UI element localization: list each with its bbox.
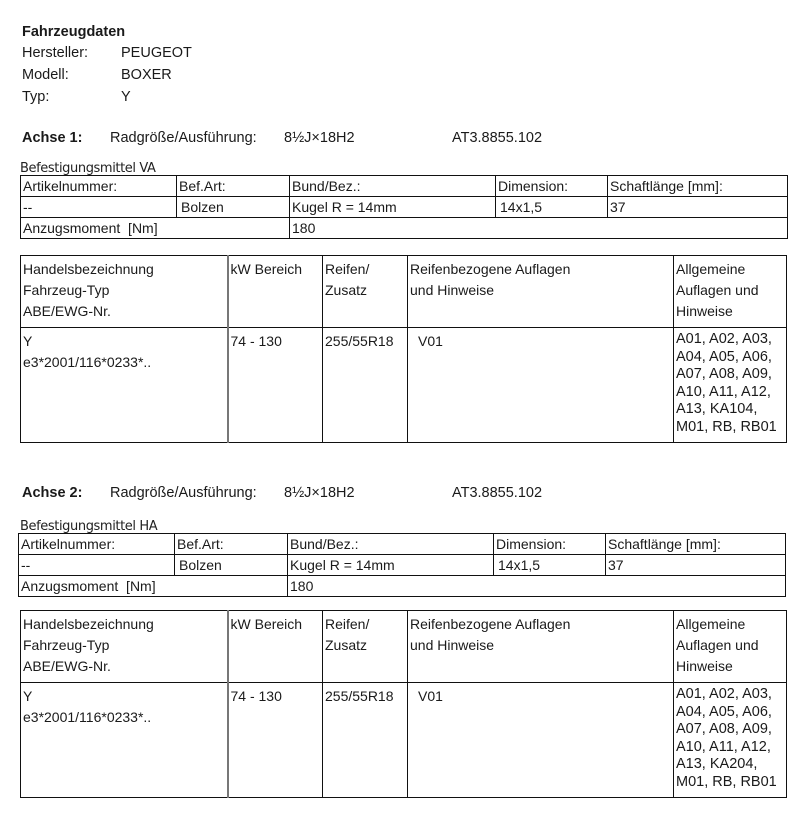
approval-number: AT3.8855.102 — [452, 130, 543, 146]
axle-label: Achse 2: — [22, 485, 83, 501]
wheel-size-value: 8½J×18H2 — [284, 485, 355, 501]
torque-value: 180 — [288, 576, 786, 597]
spec-header-row — [21, 611, 787, 683]
note-codes: A01, A02, A03, — [676, 331, 772, 347]
note-codes: A04, A05, A06, — [676, 703, 772, 720]
header-vehicle-type: Fahrzeug-Typ — [23, 282, 110, 298]
header-trade-name: Handelsbezeichnung — [23, 261, 154, 277]
header-vehicle-type: Fahrzeug-Typ — [23, 637, 110, 653]
model-label: Modell: — [22, 67, 69, 83]
header-tyre-notes-line: und Hinweise — [410, 282, 495, 298]
vehicle-type: Y — [23, 333, 33, 349]
tyre-size: 255/55R18 — [323, 328, 408, 443]
header-collar: Bund/Bez.: — [290, 176, 496, 197]
header-tyre-notes-line: Reifenbezogene Auflagen — [410, 616, 571, 632]
note-codes: A10, A11, A12, — [676, 738, 771, 755]
header-abe-number: ABE/EWG-Nr. — [23, 303, 111, 319]
note-codes: A10, A11, A12, — [676, 383, 771, 400]
note-codes: A13, KA204, — [676, 756, 758, 772]
header-article-number: Artikelnummer: — [21, 176, 177, 197]
dimension: 14x1,5 — [494, 555, 606, 576]
torque-row — [19, 576, 786, 597]
collar: Kugel R = 14mm — [290, 197, 496, 218]
header-article-number: Artikelnummer: — [19, 534, 175, 555]
vehicle-type: Y — [23, 688, 33, 704]
header-designation — [21, 611, 228, 683]
header-general-notes-line: Hinweise — [676, 658, 733, 674]
note-codes: A01, A02, A03, — [676, 686, 772, 702]
header-tyre-notes — [408, 611, 674, 683]
header-tyre — [323, 611, 408, 683]
model-value: BOXER — [121, 67, 172, 83]
fastener-caption: Befestigungsmittel HA — [20, 519, 158, 534]
header-kw-range: kW Bereich — [228, 256, 323, 328]
fastener-table-rear — [18, 533, 786, 597]
general-notes — [674, 683, 787, 798]
header-general-notes-line: Auflagen und — [676, 282, 759, 298]
ec-approval-number: e3*2001/116*0233*.. — [23, 709, 152, 725]
header-tyre-notes — [408, 256, 674, 328]
header-tyre-notes-line: Reifenbezogene Auflagen — [410, 261, 571, 277]
header-general-notes-line: Auflagen und — [676, 637, 759, 653]
header-collar: Bund/Bez.: — [288, 534, 494, 555]
spec-data-row — [21, 683, 787, 798]
header-tyre-line: Reifen/ — [325, 261, 370, 277]
spec-table-axle-1 — [20, 255, 787, 443]
header-fastener-type: Bef.Art: — [177, 176, 290, 197]
shaft-length: 37 — [606, 555, 786, 576]
tyre-size: 255/55R18 — [323, 683, 408, 798]
note-codes: A04, A05, A06, — [676, 348, 772, 365]
general-notes — [674, 328, 787, 443]
tyre-notes: V01 — [408, 328, 674, 443]
header-abe-number: ABE/EWG-Nr. — [23, 658, 111, 674]
torque-label: Anzugsmoment [Nm] — [21, 218, 290, 239]
approval-number: AT3.8855.102 — [452, 485, 543, 501]
header-dimension: Dimension: — [494, 534, 606, 555]
kw-range: 74 - 130 — [228, 683, 323, 798]
wheel-size-label: Radgröße/Ausführung: — [110, 485, 257, 501]
header-shaft-length: Schaftlänge [mm]: — [608, 176, 788, 197]
tyre-notes: V01 — [408, 683, 674, 798]
note-codes: M01, RB, RB01 — [676, 773, 777, 790]
header-tyre-notes-line: und Hinweise — [410, 637, 495, 653]
type-value: Y — [121, 89, 131, 105]
header-kw-range: kW Bereich — [228, 611, 323, 683]
header-tyre — [323, 256, 408, 328]
kw-range: 74 - 130 — [228, 328, 323, 443]
shaft-length: 37 — [608, 197, 788, 218]
header-tyre-line: Zusatz — [325, 637, 368, 653]
header-fastener-type: Bef.Art: — [175, 534, 288, 555]
fastener-data-row — [19, 555, 786, 576]
torque-label: Anzugsmoment [Nm] — [19, 576, 288, 597]
torque-row — [21, 218, 788, 239]
collar: Kugel R = 14mm — [288, 555, 494, 576]
header-general-notes-line: Allgemeine — [676, 261, 746, 277]
spec-header-row — [21, 256, 787, 328]
fastener-caption: Befestigungsmittel VA — [20, 161, 156, 176]
article-number: -- — [21, 197, 177, 218]
fastener-header-row — [21, 176, 788, 197]
wheel-size-label: Radgröße/Ausführung: — [110, 130, 257, 146]
designation — [21, 328, 228, 443]
fastener-type: Bolzen — [177, 197, 290, 218]
dimension: 14x1,5 — [496, 197, 608, 218]
header-tyre-line: Reifen/ — [325, 616, 370, 632]
axle-label: Achse 1: — [22, 130, 83, 146]
fastener-table-front — [20, 175, 788, 239]
fastener-type: Bolzen — [175, 555, 288, 576]
torque-value: 180 — [290, 218, 788, 239]
header-dimension: Dimension: — [496, 176, 608, 197]
designation — [21, 683, 228, 798]
wheel-size-value: 8½J×18H2 — [284, 130, 355, 146]
type-label: Typ: — [22, 89, 50, 105]
header-general-notes-line: Hinweise — [676, 303, 733, 319]
header-shaft-length: Schaftlänge [mm]: — [606, 534, 786, 555]
spec-data-row — [21, 328, 787, 443]
ec-approval-number: e3*2001/116*0233*.. — [23, 354, 152, 370]
note-codes: A07, A08, A09, — [676, 721, 772, 737]
manufacturer-label: Hersteller: — [22, 45, 89, 61]
header-trade-name: Handelsbezeichnung — [23, 616, 154, 632]
note-codes: A07, A08, A09, — [676, 366, 772, 382]
fastener-data-row — [21, 197, 788, 218]
note-codes: A13, KA104, — [676, 401, 758, 417]
header-general-notes — [674, 256, 787, 328]
header-tyre-line: Zusatz — [325, 282, 368, 298]
header-designation — [21, 256, 228, 328]
fastener-header-row — [19, 534, 786, 555]
manufacturer-value: PEUGEOT — [121, 45, 192, 61]
vehicle-data-title: Fahrzeugdaten — [22, 24, 126, 40]
header-general-notes-line: Allgemeine — [676, 616, 746, 632]
article-number: -- — [19, 555, 175, 576]
header-general-notes — [674, 611, 787, 683]
spec-table-axle-2 — [20, 610, 787, 798]
note-codes: M01, RB, RB01 — [676, 418, 777, 435]
